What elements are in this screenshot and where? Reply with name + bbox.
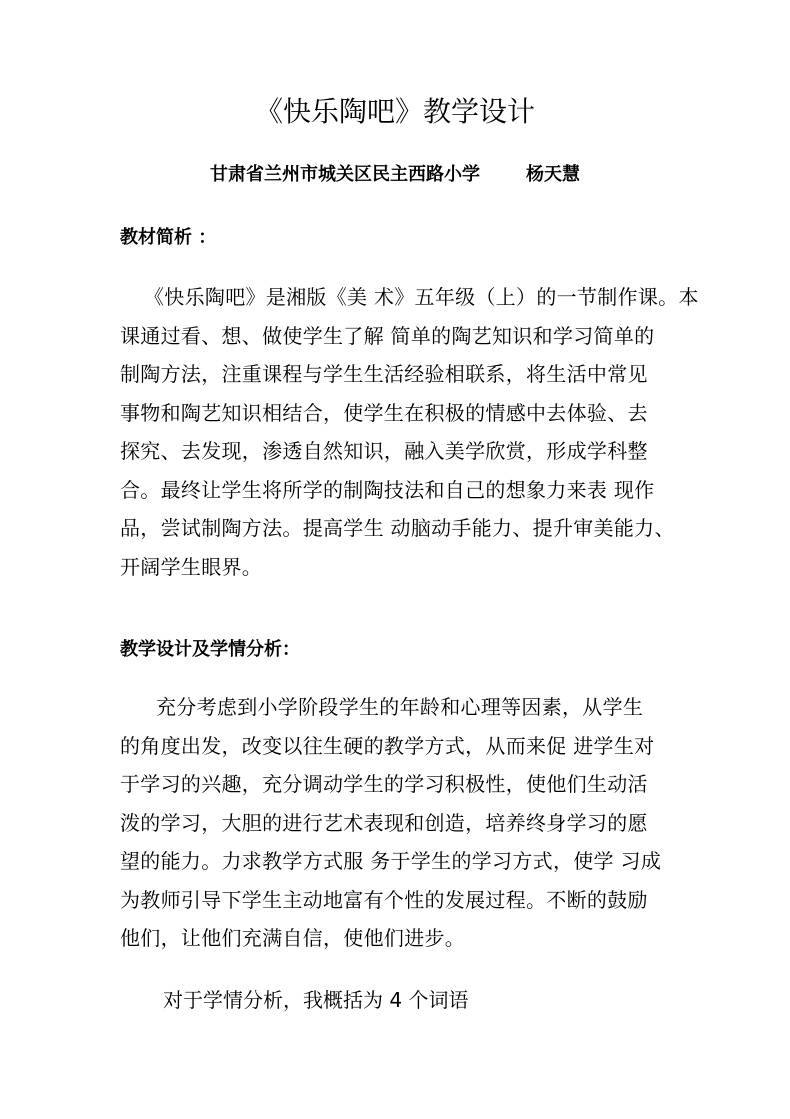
document-title: 《快乐陶吧》教学设计 bbox=[254, 95, 535, 128]
section-heading-textbook-analysis: 教材简析 ： bbox=[120, 227, 217, 248]
paragraph-line: 《快乐陶吧》是湘版《美 术》五年级（上）的一节制作课。本 bbox=[144, 285, 699, 309]
paragraph-line: 望的能力。力求教学方式服 务于学生的学习方式，使学 习成 bbox=[120, 849, 662, 873]
section-heading-design-analysis: 教学设计及学情分析： bbox=[120, 639, 300, 660]
paragraph-line: 泼的学习，大胆的进行艺术表现和创造，培养终身学习的愿 bbox=[120, 810, 648, 835]
closing-line: 对于学情分析，我概括为 4 个词语 bbox=[163, 988, 469, 1012]
author-name: 杨天慧 bbox=[526, 164, 580, 185]
paragraph-line: 为教师引导下学生主动地富有个性的发展过程。不断的鼓励 bbox=[120, 887, 648, 912]
paragraph-design-analysis bbox=[120, 688, 672, 958]
paragraph-line: 充分考虑到小学阶段学生的年龄和心理等因素，从学生 bbox=[156, 695, 644, 719]
paragraph-line: 开阔学生眼界。 bbox=[120, 554, 263, 579]
paragraph-line: 的角度出发，改变以往生硬的教学方式，从而来促 进学生对 bbox=[120, 733, 655, 758]
paragraph-line: 探究、去发现，渗透自然知识，融入美学欣赏，形成学科整 bbox=[120, 439, 648, 463]
paragraph-line: 制陶方法，注重课程与学生生活经验相联系，将生活中常见 bbox=[120, 362, 648, 386]
paragraph-line: 品，尝试制陶方法。提高学生 动脑动手能力、提升审美能力、 bbox=[120, 516, 675, 540]
author-line bbox=[0, 162, 790, 188]
paragraph-line: 他们，让他们充满自信，使他们进步。 bbox=[120, 926, 466, 950]
author-school: 甘肃省兰州市城关区民主西路小学 bbox=[210, 164, 480, 185]
paragraph-line: 合。最终让学生将所学的制陶技法和自己的想象力来表 现作 bbox=[120, 477, 655, 502]
paragraph-textbook-analysis bbox=[120, 278, 699, 586]
paragraph-line: 于学习的兴趣，充分调动学生的学习积极性，使他们生动活 bbox=[120, 772, 648, 796]
paragraph-line: 事物和陶艺知识相结合，使学生在积极的情感中去体验、去 bbox=[120, 400, 648, 425]
paragraph-line: 课通过看、想、做使学生了解 简单的陶艺知识和学习简单的 bbox=[120, 323, 655, 348]
